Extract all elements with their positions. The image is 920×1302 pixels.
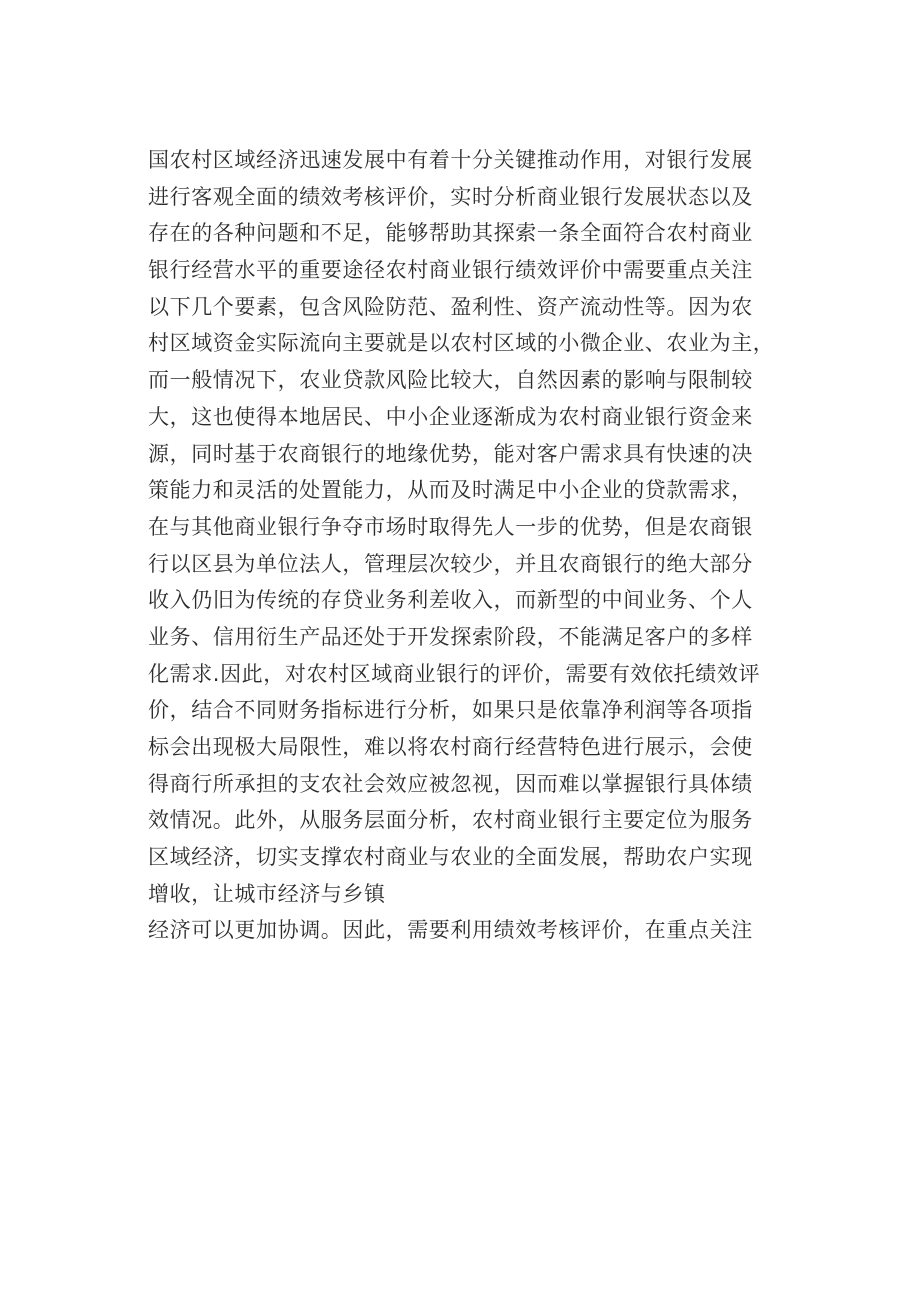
- text-line: 价，结合不同财务指标进行分析，如果只是依靠净利润等各项指: [148, 698, 753, 723]
- text-line: 在与其他商业银行争夺市场时取得先人一步的优势，但是农商银: [148, 514, 753, 539]
- text-line: 业务、信用衍生产品还处于开发探索阶段，不能满足客户的多样: [148, 624, 753, 649]
- text-line: 进行客观全面的绩效考核评价，实时分析商业银行发展状态以及: [148, 184, 753, 209]
- text-line: 银行经营水平的重要途径农村商业银行绩效评价中需要重点关注: [148, 258, 753, 283]
- text-line: 得商行所承担的支农社会效应被忽视，因而难以掌握银行具体绩: [148, 771, 753, 796]
- text-line: 收入仍旧为传统的存贷业务利差收入，而新型的中间业务、个人: [148, 588, 753, 613]
- text-line: 区域经济，切实支撑农村商业与农业的全面发展，帮助农户实现: [148, 845, 753, 870]
- text-line: 国农村区域经济迅速发展中有着十分关键推动作用，对银行发展: [148, 148, 753, 172]
- text-line: 存在的各种问题和不足，能够帮助其探索一条全面符合农村商业: [148, 221, 753, 246]
- text-line: 大，这也使得本地居民、中小企业逐渐成为农村商业银行资金来: [148, 404, 753, 429]
- text-line: 源，同时基于农商银行的地缘优势，能对客户需求具有快速的决: [148, 441, 753, 466]
- text-line: 经济可以更加协调。因此，需要利用绩效考核评价，在重点关注: [148, 918, 753, 943]
- text-line: 化需求.因此，对农村区域商业银行的评价，需要有效依托绩效评: [148, 661, 761, 686]
- text-line: 策能力和灵活的处置能力，从而及时满足中小企业的贷款需求，: [148, 478, 753, 503]
- text-line: 行以区县为单位法人，管理层次较少，并且农商银行的绝大部分: [148, 551, 753, 576]
- text-line: 标会出现极大局限性，难以将农村商行经营特色进行展示，会使: [148, 735, 753, 759]
- text-line: 效情况。此外，从服务层面分析，农村商业银行主要定位为服务: [148, 808, 753, 833]
- text-line: 以下几个要素，包含风险防范、盈利性、资产流动性等。因为农: [148, 294, 753, 319]
- text-line: 增收，让城市经济与乡镇: [148, 881, 386, 906]
- body-text: [148, 142, 808, 949]
- text-line: 村区域资金实际流向主要就是以农村区域的小微企业、农业为主，: [148, 331, 775, 356]
- text-line: 而一般情况下，农业贷款风险比较大，自然因素的影响与限制较: [148, 368, 753, 393]
